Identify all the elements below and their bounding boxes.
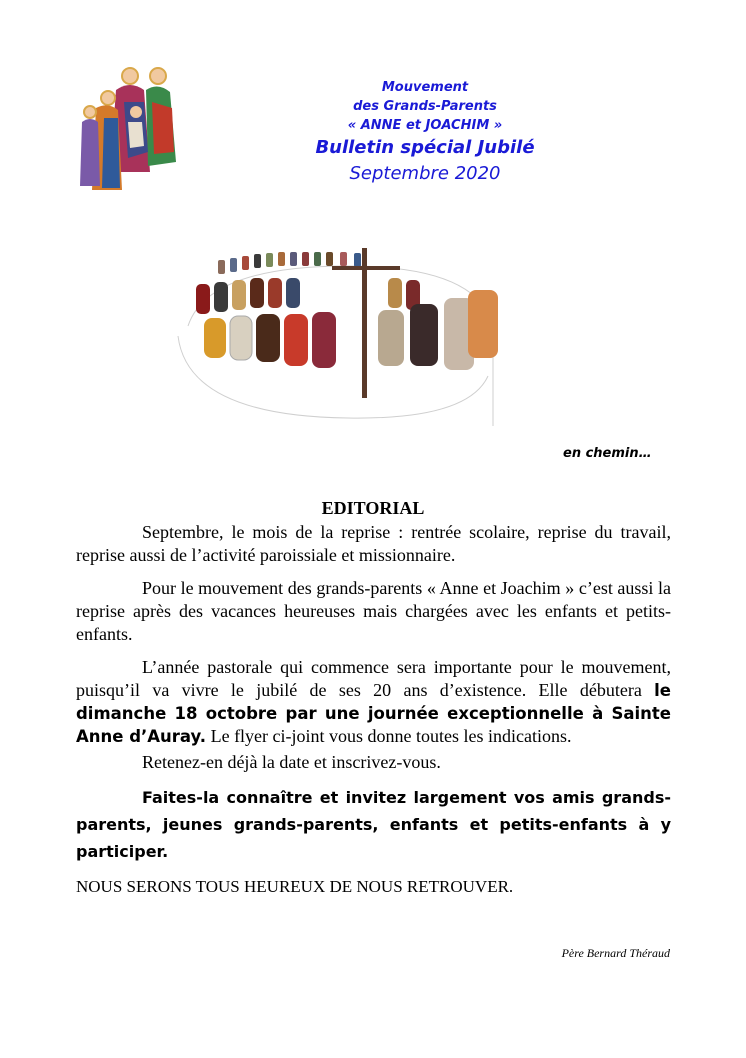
editorial-title: EDITORIAL	[321, 498, 425, 518]
paragraph-3-end: Le flyer ci-joint vous donne toutes les indications.	[206, 726, 572, 746]
holy-family-illustration	[78, 62, 182, 196]
editorial-paragraph-4: Retenez-en déjà la date et inscrivez-vous.	[142, 752, 441, 772]
editorial-paragraph-2: Pour le mouvement des grands-parents « Anne et Joachim » c’est aussi la reprise après des vacances heureuses mais chargées avec les enfants et petits-enfants.	[76, 578, 671, 644]
editorial-paragraph-3	[76, 656, 671, 748]
procession-illustration	[148, 226, 538, 426]
movement-subtitle: des Grands-Parents	[353, 99, 497, 114]
editorial-paragraph-1: Septembre, le mois de la reprise : rentrée scolaire, reprise du travail, reprise aussi de l’activité paroissiale et missionnaire.	[76, 522, 671, 565]
bulletin-header	[300, 78, 550, 187]
illustration-caption: en chemin…	[563, 446, 652, 461]
editorial-closing: NOUS SERONS TOUS HEUREUX DE NOUS RETROUVER.	[76, 877, 514, 896]
bulletin-date: Septembre 2020	[349, 163, 501, 184]
event-date-highlight: le dimanche 18 octobre par une journée exceptionnelle à Sainte Anne d’Auray.	[76, 681, 671, 746]
paragraph-3-intro: L’année pastorale qui commence sera importante pour le mouvement, puisqu’il va vivre le jubilé de ses 20 ans d’existence. Elle débutera	[76, 657, 671, 700]
signature: Père Bernard Théraud	[561, 946, 670, 960]
editorial-call-to-action: Faites-la connaître et invitez largement vos amis grands-parents, jeunes grands-parents, enfants et petits-enfants à y participer.	[76, 788, 671, 861]
movement-label: Mouvement	[381, 80, 469, 95]
bulletin-title: Bulletin spécial Jubilé	[315, 137, 535, 158]
editorial-body	[76, 521, 671, 908]
movement-name: « ANNE et JOACHIM »	[347, 118, 503, 133]
